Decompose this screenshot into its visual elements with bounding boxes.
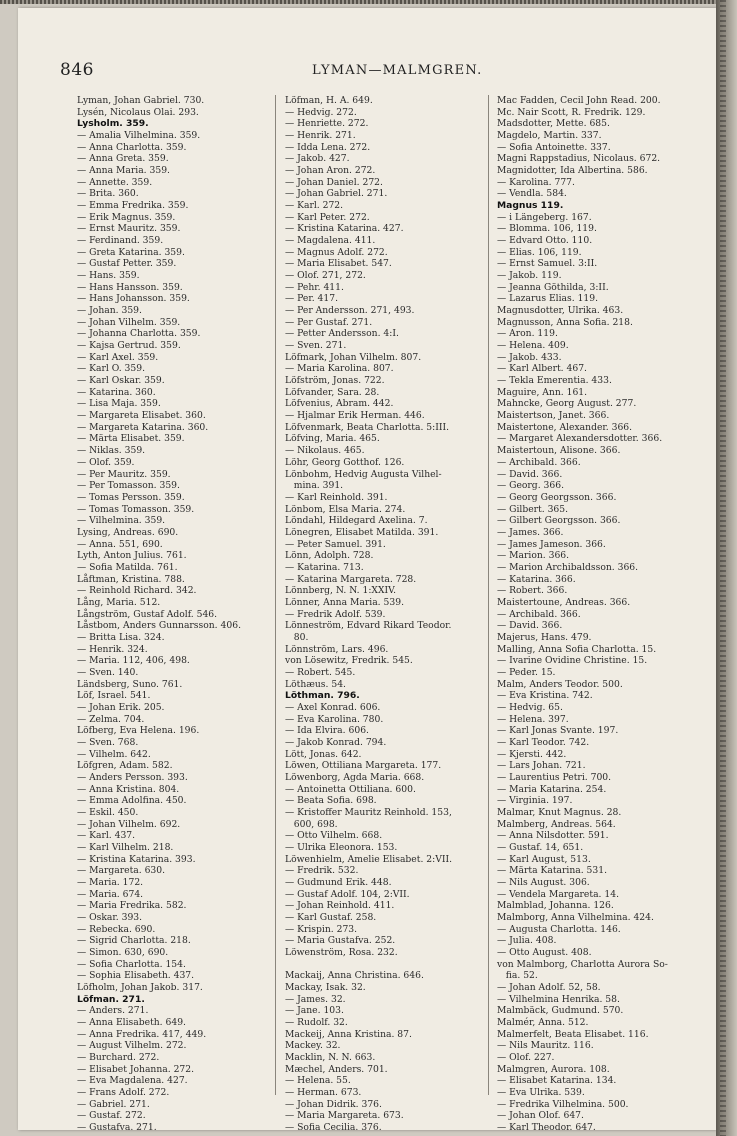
- index-entry: — Johan Vilhelm. 359.: [77, 316, 181, 328]
- index-entry: — Karl Gustaf. 258.: [285, 912, 377, 924]
- index-entry: — Beata Sofia. 698.: [285, 795, 377, 807]
- index-entry: — Maria. 112, 406, 498.: [77, 655, 190, 667]
- index-entry: — Per Tomasson. 359.: [77, 480, 180, 492]
- index-entry: — Maria. 172.: [77, 877, 144, 889]
- index-entry: — Johan. 359.: [77, 305, 142, 317]
- index-entry: — Gustafva. 271.: [77, 1122, 157, 1134]
- index-entry: — Axel Konrad. 606.: [285, 701, 381, 713]
- index-entry: — Antoinetta Ottiliana. 600.: [285, 783, 416, 795]
- index-entry: Mackeij, Anna Kristina. 87.: [285, 1028, 412, 1040]
- index-entry: — Zelma. 704.: [77, 713, 145, 725]
- index-entry: — Simon. 630, 690.: [77, 947, 169, 959]
- index-entry: — Kristina Katarina. 427.: [285, 223, 404, 235]
- index-entry: — Erik Magnus. 359.: [77, 211, 176, 223]
- index-entry: Lyth, Anton Julius. 761.: [77, 550, 187, 562]
- index-entry: Maistertson, Janet. 366.: [497, 410, 610, 422]
- index-entry: — Elisabet Katarina. 134.: [497, 1075, 617, 1087]
- index-entry: — Jakob Konrad. 794.: [285, 736, 387, 748]
- index-entry: — Gabriel. 271.: [77, 1098, 150, 1110]
- index-entry: — Sigrid Charlotta. 218.: [77, 935, 191, 947]
- index-entry: — Jakob. 119.: [497, 270, 562, 282]
- index-entry: — Johan Olof. 647.: [497, 1110, 584, 1122]
- index-entry: — Margareta. 630.: [77, 865, 166, 877]
- index-entry: — Anna Kristina. 804.: [77, 783, 180, 795]
- index-entry: Magnus 119.: [497, 200, 564, 212]
- index-entry: — Kristina Katarina. 393.: [77, 853, 196, 865]
- index-entry: Malmér, Anna. 512.: [497, 1017, 589, 1029]
- index-entry: — Magnus Adolf. 272.: [285, 246, 388, 258]
- index-entry: — Annette. 359.: [77, 176, 153, 188]
- index-entry: Löwen, Ottiliana Margareta. 177.: [285, 760, 442, 772]
- index-entry: Löhr, Georg Gotthof. 126.: [285, 456, 405, 468]
- index-entry: — Sofia Antoinette. 337.: [497, 141, 611, 153]
- index-entry: Mac Fadden, Cecil John Read. 200.: [497, 95, 661, 106]
- index-entry: Maguire, Ann. 161.: [497, 386, 588, 398]
- index-entry: Lönegren, Elisabet Matilda. 391.: [285, 526, 439, 538]
- index-entry: Löfholm, Johan Jakob. 317.: [77, 982, 203, 994]
- index-entry: — Robert. 366.: [497, 585, 568, 597]
- index-entry: — Vendla. 584.: [497, 188, 567, 200]
- index-entry: Lysholm. 359.: [77, 118, 149, 130]
- index-entry: — Sophia Elisabeth. 437.: [77, 970, 195, 982]
- index-entry: 600, 698.: [285, 818, 338, 830]
- index-entry: — Johan Adolf. 52, 58.: [497, 982, 601, 994]
- index-entry: — Ulrika Eleonora. 153.: [285, 842, 398, 853]
- index-entry: — Märta Katarina. 531.: [497, 865, 608, 877]
- index-entry: — Maria. 674.: [77, 888, 144, 900]
- index-entry: — Ernst Samuel. 3:II.: [497, 258, 598, 270]
- index-entry: Löthæus. 54.: [285, 678, 346, 690]
- index-entry: — Ida Elvira. 606.: [285, 725, 369, 737]
- index-entry: — Gudmund Erik. 448.: [285, 877, 392, 889]
- index-entry: — Vendela Margareta. 14.: [497, 888, 619, 900]
- index-entry: — Johanna Charlotta. 359.: [77, 328, 201, 340]
- index-entry: Magnusdotter, Ulrika. 463.: [497, 305, 624, 317]
- index-entry: — Jeanna Göthilda, 3:II.: [497, 281, 609, 293]
- index-entry: Löfgren, Adam. 582.: [77, 760, 173, 772]
- index-entry: — Otto August. 408.: [497, 947, 592, 959]
- index-entry: Mackay, Isak. 32.: [285, 982, 366, 994]
- column-rule-1: [275, 95, 276, 1095]
- index-entry: Långström, Gustaf Adolf. 546.: [77, 608, 218, 620]
- index-entry: — Karl. 272.: [285, 200, 344, 212]
- index-entry: — Sofia Matilda. 761.: [77, 561, 178, 573]
- index-entry: — Eva Magdalena. 427.: [77, 1075, 188, 1087]
- index-entry: — Hedvig. 65.: [497, 701, 563, 713]
- index-entry: — Tomas Tomasson. 359.: [77, 503, 195, 515]
- index-entry: — Hans. 359.: [77, 270, 140, 282]
- index-entry: — Fredrik Adolf. 539.: [285, 608, 386, 620]
- index-entry: — James Jameson. 366.: [497, 538, 606, 550]
- index-entry: Majerus, Hans. 479.: [497, 631, 592, 643]
- index-entry: — Sven. 271.: [285, 340, 347, 352]
- index-entry: — Anders Persson. 393.: [77, 771, 188, 783]
- index-entry: — Amalia Vilhelmina. 359.: [77, 130, 201, 142]
- index-entry: — Henrik. 324.: [77, 643, 148, 655]
- index-entry: Mahncke, Georg August. 277.: [497, 398, 637, 410]
- index-entry: Malmberg, Andreas. 564.: [497, 818, 616, 830]
- index-entry: — Frans Adolf. 272.: [77, 1087, 170, 1099]
- index-entry: — Gilbert Georgsson. 366.: [497, 515, 621, 527]
- running-head: LYMAN—MALMGREN.: [312, 63, 483, 78]
- index-entry: Löf, Israel. 541.: [77, 690, 151, 702]
- index-entry: — Ivarine Ovidine Christine. 15.: [497, 655, 648, 667]
- index-entry: — Karl August, 513.: [497, 853, 591, 865]
- index-entry: von Lösewitz, Fredrik. 545.: [285, 655, 413, 667]
- index-entry: Macklin, N. N. 663.: [285, 1052, 376, 1064]
- index-entry: Mackaij, Anna Christina. 646.: [285, 970, 424, 982]
- index-entry: — Georg. 366.: [497, 480, 564, 492]
- index-entry: — Lars Johan. 721.: [497, 760, 586, 772]
- index-entry: Låftman, Kristina. 788.: [77, 573, 185, 585]
- index-entry: — Lisa Maja. 359.: [77, 398, 161, 410]
- index-entry: Malling, Anna Sofia Charlotta. 15.: [497, 643, 657, 655]
- index-entry: — Karl. 437.: [77, 830, 136, 842]
- index-entry: — Hans Johansson. 359.: [77, 293, 190, 305]
- index-entry: — Jakob. 433.: [497, 351, 562, 363]
- index-entry: Magni Rappstadius, Nicolaus. 672.: [497, 153, 661, 165]
- index-entry: — Karl Jonas Svante. 197.: [497, 725, 619, 737]
- index-entry: von Malmborg, Charlotta Aurora So-: [497, 958, 668, 970]
- index-entry: — Fredrik. 532.: [285, 865, 359, 877]
- index-entry: — Karl Peter. 272.: [285, 211, 370, 223]
- index-entry: — Margaret Alexandersdotter. 366.: [497, 433, 663, 445]
- index-entry: Löfvenius, Abram. 442.: [285, 398, 394, 410]
- index-entry: Malmgren, Aurora. 108.: [497, 1063, 610, 1075]
- index-entry: — Gustaf. 272.: [77, 1110, 146, 1122]
- index-entry: — Marion Archibaldsson. 366.: [497, 561, 639, 573]
- index-entry: — Archibald. 366.: [497, 456, 581, 468]
- index-entry: Magnusson, Anna Sofia. 218.: [497, 316, 633, 328]
- index-entry: — Gustaf Petter. 359.: [77, 258, 177, 270]
- index-entry: — Johan Aron. 272.: [285, 165, 376, 177]
- index-entry: — Sven. 140.: [77, 666, 139, 678]
- index-entry: — Hjalmar Erik Herman. 446.: [285, 410, 425, 422]
- index-entry: Malm, Anders Teodor. 500.: [497, 678, 623, 690]
- index-entry: — Reinhold Richard. 342.: [77, 585, 197, 597]
- index-entry: — Jane. 103.: [285, 1005, 344, 1017]
- index-entry: — Karl Axel. 359.: [77, 351, 159, 363]
- index-entry: — Jakob. 427.: [285, 153, 350, 165]
- index-entry: — Vilhelmina Henrika. 58.: [497, 993, 620, 1005]
- index-entry: — i Längeberg. 167.: [497, 211, 592, 223]
- index-entry: — Anders. 271.: [77, 1005, 149, 1017]
- index-entry: — Anna Nilsdotter. 591.: [497, 830, 609, 842]
- index-entry: Magnidotter, Ida Albertina. 586.: [497, 165, 648, 177]
- index-entry: — Peder. 15.: [497, 666, 556, 678]
- index-entry: Lönn, Adolph. 728.: [285, 550, 374, 562]
- index-entry: Maistertone, Alexander. 366.: [497, 421, 633, 433]
- index-entry: Malmblad, Johanna. 126.: [497, 900, 614, 912]
- index-entry: — Petter Andersson. 4:I.: [285, 328, 399, 340]
- index-entry: — Katarina Margareta. 728.: [285, 573, 417, 585]
- index-entry: Löwenborg, Agda Maria. 668.: [285, 771, 425, 783]
- index-entry: — Elisabet Johanna. 272.: [77, 1063, 195, 1075]
- index-entry: Löfvenmark, Beata Charlotta. 5:III.: [285, 421, 450, 433]
- index-entry: — Olof. 359.: [77, 456, 135, 468]
- index-entry: Lött, Jonas. 642.: [285, 748, 362, 760]
- index-entry: — Vilhelm. 642.: [77, 748, 151, 760]
- index-entry: — Karl Reinhold. 391.: [285, 491, 388, 503]
- index-entry: Lönneström, Edvard Rikard Teodor.: [285, 620, 452, 632]
- index-entry: — Märta Elisabet. 359.: [77, 433, 185, 445]
- index-entry: — Karl Vilhelm. 218.: [77, 842, 174, 853]
- index-entry: Maistertoun, Alisone. 366.: [497, 445, 621, 457]
- index-entry: — Gustaf. 14, 651.: [497, 842, 584, 853]
- index-entry: — Per. 417.: [285, 293, 338, 305]
- index-entry: Lyman, Johan Gabriel. 730.: [77, 95, 205, 106]
- index-entry: Löthman. 796.: [285, 690, 360, 702]
- index-entry: Lönner, Anna Maria. 539.: [285, 596, 404, 608]
- index-entry: Löwenhielm, Amelie Elisabet. 2:VII.: [285, 853, 453, 865]
- index-entry: Löfberg, Eva Helena. 196.: [77, 725, 200, 737]
- index-entry: — Maria Karolina. 807.: [285, 363, 394, 375]
- index-entry: — Kajsa Gertrud. 359.: [77, 340, 181, 352]
- index-entry: — David. 366.: [497, 468, 563, 480]
- index-entry: — Tomas Persson. 359.: [77, 491, 185, 503]
- index-entry: — Krispin. 273.: [285, 923, 358, 935]
- index-entry: — Pehr. 411.: [285, 281, 344, 293]
- index-entry: — Johan Erik. 205.: [77, 701, 165, 713]
- index-entry: 80.: [285, 631, 309, 643]
- index-entry: — Helena. 409.: [497, 340, 569, 352]
- index-entry: — Nikolaus. 465.: [285, 445, 365, 457]
- index-entry: Magdelo, Martin. 337.: [497, 130, 602, 142]
- index-entry: — Maria Katarina. 254.: [497, 783, 607, 795]
- index-entry: Löndahl, Hildegard Axelina. 7.: [285, 515, 428, 527]
- index-entry: — Margareta Katarina. 360.: [77, 421, 209, 433]
- index-entry: — Per Mauritz. 359.: [77, 468, 171, 480]
- index-entry: — James. 366.: [497, 526, 564, 538]
- index-entry: — Lazarus Elias. 119.: [497, 293, 599, 305]
- index-entry: — Brita. 360.: [77, 188, 139, 200]
- index-entry: — Anna Fredrika. 417, 449.: [77, 1028, 207, 1040]
- index-entry: — Karl Theodor. 647.: [497, 1122, 596, 1134]
- index-entry: — Maria Elisabet. 547.: [285, 258, 392, 270]
- index-entry: Malmerfelt, Beata Elisabet. 116.: [497, 1028, 649, 1040]
- index-entry: — Emma Adolfina. 450.: [77, 795, 187, 807]
- index-entry: — Laurentius Petri. 700.: [497, 771, 612, 783]
- index-entry: — Gilbert. 365.: [497, 503, 569, 515]
- index-entry: — Britta Lisa. 324.: [77, 631, 165, 643]
- index-entry: — Peter Samuel. 391.: [285, 538, 386, 550]
- index-entry: — Rebecka. 690.: [77, 923, 156, 935]
- index-entry: — Katarina. 360.: [77, 386, 156, 398]
- index-entry: — Fredrika Vilhelmina. 500.: [497, 1098, 629, 1110]
- index-entry: — Gustaf Adolf. 104, 2:VII.: [285, 888, 410, 900]
- index-entry: — Greta Katarina. 359.: [77, 246, 185, 258]
- index-entry: — August Vilhelm. 272.: [77, 1040, 187, 1052]
- index-entry: Lång, Maria. 512.: [77, 596, 161, 608]
- index-entry: — Kristoffer Mauritz Reinhold. 153,: [285, 806, 452, 818]
- index-entry: — Maria Margareta. 673.: [285, 1110, 404, 1122]
- index-entry: Mæchel, Anders. 701.: [285, 1063, 388, 1075]
- index-entry: — Eskil. 450.: [77, 806, 139, 818]
- index-entry: Maistertoune, Andreas. 366.: [497, 596, 631, 608]
- index-entry: — Sven. 768.: [77, 736, 139, 748]
- index-entry: Madsdotter, Mette. 685.: [497, 118, 610, 130]
- index-entry: Löfström, Jonas. 722.: [285, 375, 385, 387]
- index-entry: — Johan Vilhelm. 692.: [77, 818, 181, 830]
- index-entry: — Henrik. 271.: [285, 130, 356, 142]
- index-entry: — Johan Didrik. 376.: [285, 1098, 382, 1110]
- index-entry: — Per Andersson. 271, 493.: [285, 305, 415, 317]
- index-entry: — Ernst Mauritz. 359.: [77, 223, 181, 235]
- index-entry: — Maria Fredrika. 582.: [77, 900, 187, 912]
- index-entry: mina. 391.: [285, 480, 344, 492]
- index-entry: — Katarina. 713.: [285, 561, 364, 573]
- page-number: 846: [60, 60, 94, 80]
- index-entry: — Helena. 397.: [497, 713, 569, 725]
- index-entry: — Maria Gustafva. 252.: [285, 935, 396, 947]
- index-entry: Lönnström, Lars. 496.: [285, 643, 389, 655]
- index-column-2: [285, 95, 485, 1134]
- index-entry: — Margareta Elisabet. 360.: [77, 410, 206, 422]
- index-entry: Löwenström, Rosa. 232.: [285, 947, 398, 959]
- index-entry: Låstbom, Anders Gunnarsson. 406.: [77, 620, 241, 632]
- index-entry: — Eva Karolina. 780.: [285, 713, 384, 725]
- index-entry: — Elias. 106, 119.: [497, 246, 582, 258]
- index-entry: — Hedvig. 272.: [285, 106, 357, 118]
- index-entry: — Julia. 408.: [497, 935, 557, 947]
- index-entry: — Herman. 673.: [285, 1087, 362, 1099]
- index-entry: — Georg Georgsson. 366.: [497, 491, 617, 503]
- index-entry: Lönbohm, Hedvig Augusta Vilhel-: [285, 468, 442, 480]
- index-entry: — Johan Reinhold. 411.: [285, 900, 395, 912]
- index-entry: Ländsberg, Suno. 761.: [77, 678, 183, 690]
- index-entry: — Anna Maria. 359.: [77, 165, 170, 177]
- index-entry: — Karl Oskar. 359.: [77, 375, 165, 387]
- index-entry: — Anna. 551, 690.: [77, 538, 163, 550]
- index-column-3: [497, 95, 697, 1134]
- index-entry: — Augusta Charlotta. 146.: [497, 923, 621, 935]
- index-entry: Malmbäck, Gudmund. 570.: [497, 1005, 624, 1017]
- index-entry: — Oskar. 393.: [77, 912, 143, 924]
- index-entry: — Katarina. 366.: [497, 573, 576, 585]
- index-entry: — Blomma. 106, 119.: [497, 223, 597, 235]
- index-entry: — James. 32.: [285, 993, 346, 1005]
- index-entry: Löfvander, Sara. 28.: [285, 386, 380, 398]
- book-spine-edge: [716, 0, 737, 1136]
- index-entry: Malmborg, Anna Vilhelmina. 424.: [497, 912, 654, 924]
- index-entry: — Magdalena. 411.: [285, 235, 376, 247]
- index-entry: Lönbom, Elsa Maria. 274.: [285, 503, 406, 515]
- index-entry: — David. 366.: [497, 620, 563, 632]
- index-entry: Lönnberg, N. N. 1:XXIV.: [285, 585, 397, 597]
- index-entry: Mc. Nair Scott, R. Fredrik. 129.: [497, 106, 646, 118]
- index-entry: [285, 959, 485, 971]
- index-entry: — Johan Daniel. 272.: [285, 176, 383, 188]
- index-entry: Malmar, Knut Magnus. 28.: [497, 806, 622, 818]
- index-entry: — Henriette. 272.: [285, 118, 369, 130]
- index-entry: — Eva Kristina. 742.: [497, 690, 593, 702]
- page-top-edge: [0, 0, 720, 4]
- index-entry: — Anna Charlotta. 359.: [77, 141, 187, 153]
- index-entry: — Archibald. 366.: [497, 608, 581, 620]
- index-entry: Lysing, Andreas. 690.: [77, 526, 179, 538]
- index-entry: — Sofia Cecilia. 376.: [285, 1122, 382, 1134]
- index-entry: — Karl O. 359.: [77, 363, 145, 375]
- index-entry: — Kjersti. 442.: [497, 748, 567, 760]
- index-entry: — Burchard. 272.: [77, 1052, 160, 1064]
- index-entry: — Virginia. 197.: [497, 795, 573, 807]
- index-entry: — Karl Teodor. 742.: [497, 736, 590, 748]
- index-entry: — Karolina. 777.: [497, 176, 575, 188]
- index-entry: — Tekla Emerentia. 433.: [497, 375, 612, 387]
- index-entry: — Anna Greta. 359.: [77, 153, 169, 165]
- index-entry: Löfmark, Johan Vilhelm. 807.: [285, 351, 422, 363]
- index-entry: Löfving, Maria. 465.: [285, 433, 380, 445]
- index-entry: — Nils August. 306.: [497, 877, 590, 889]
- column-rule-2: [488, 95, 489, 1095]
- index-entry: Lysén, Nicolaus Olai. 293.: [77, 106, 199, 118]
- index-entry: — Rudolf. 32.: [285, 1017, 348, 1029]
- index-entry: — Per Gustaf. 271.: [285, 316, 373, 328]
- index-entry: — Marion. 366.: [497, 550, 570, 562]
- index-entry: fia. 52.: [497, 970, 538, 982]
- index-entry: — Anna Elisabeth. 649.: [77, 1017, 186, 1029]
- index-entry: — Hans Hansson. 359.: [77, 281, 183, 293]
- index-entry: — Edvard Otto. 110.: [497, 235, 593, 247]
- index-entry: — Helena. 55.: [285, 1075, 351, 1087]
- index-entry: — Johan Gabriel. 271.: [285, 188, 388, 200]
- index-entry: — Otto Vilhelm. 668.: [285, 830, 383, 842]
- index-entry: — Emma Fredrika. 359.: [77, 200, 189, 212]
- index-entry: — Aron. 119.: [497, 328, 558, 340]
- index-entry: — Karl Albert. 467.: [497, 363, 587, 375]
- index-entry: — Nils Mauritz. 116.: [497, 1040, 594, 1052]
- index-entry: — Olof. 227.: [497, 1052, 555, 1064]
- index-entry: — Idda Lena. 272.: [285, 141, 371, 153]
- index-entry: Löfman. 271.: [77, 993, 145, 1005]
- index-entry: — Ferdinand. 359.: [77, 235, 164, 247]
- index-column-1: [77, 95, 272, 1134]
- index-entry: — Eva Ulrika. 539.: [497, 1087, 585, 1099]
- index-entry: Löfman, H. A. 649.: [285, 95, 373, 106]
- index-entry: Mackey. 32.: [285, 1040, 341, 1052]
- index-entry: — Niklas. 359.: [77, 445, 146, 457]
- index-entry: — Robert. 545.: [285, 666, 356, 678]
- index-entry: — Vilhelmina. 359.: [77, 515, 166, 527]
- index-entry: — Olof. 271, 272.: [285, 270, 366, 282]
- index-entry: — Sofia Charlotta. 154.: [77, 958, 186, 970]
